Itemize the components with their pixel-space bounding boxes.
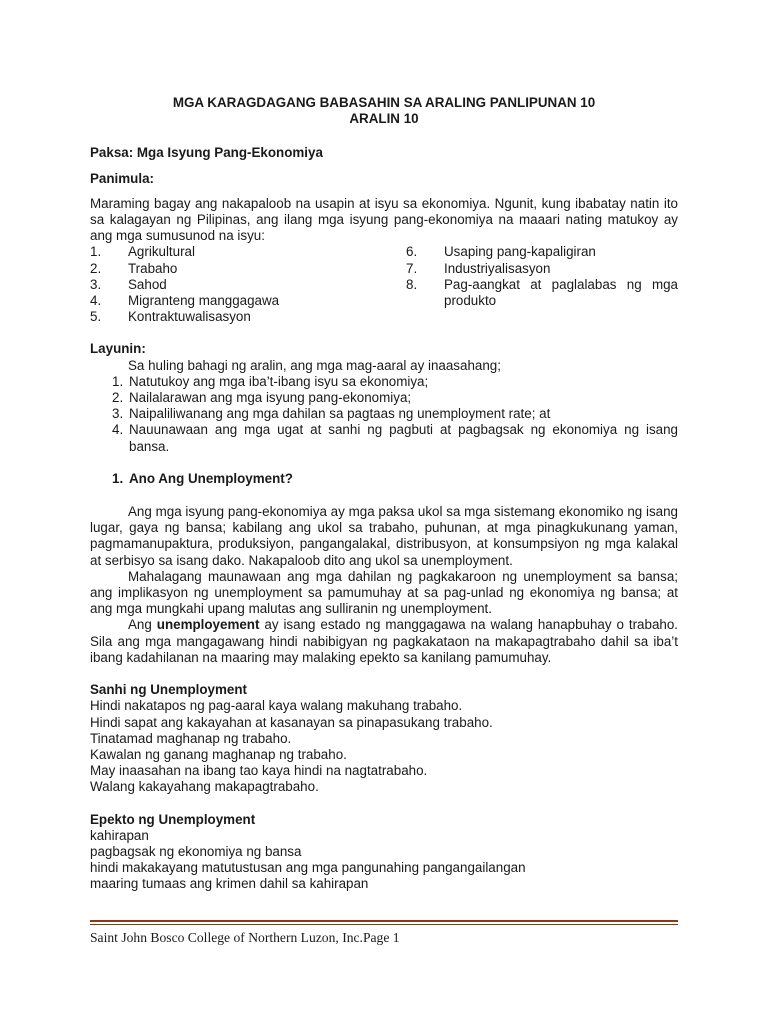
item-text: Usaping pang-kapaligiran — [444, 244, 596, 260]
list-item: Hindi nakatapos ng pag-aaral kaya walang makuhang trabaho. — [90, 698, 463, 714]
item-text: Trabaho — [128, 260, 178, 276]
list-item: Kawalan ng ganang maghanap ng trabaho. — [90, 746, 347, 762]
list-item — [90, 244, 406, 260]
list-item — [406, 261, 678, 277]
list-item — [90, 406, 678, 422]
list-item: maaring tumaas ang krimen dahil sa kahirapan — [90, 876, 369, 892]
list-item — [90, 422, 678, 454]
section-title: Ano Ang Unemployment? — [129, 470, 293, 486]
list-item — [406, 277, 678, 309]
page-footer: Saint John Bosco College of Northern Luzon, Inc.Page 1 — [90, 930, 400, 945]
item-number: 8. — [406, 276, 418, 292]
paragraph — [90, 617, 678, 666]
item-text: Naipaliliwanang ang mga dahilan sa pagtaas ng unemployment rate; at — [129, 406, 551, 422]
section-number: 1. — [112, 470, 124, 486]
footer-divider — [90, 920, 678, 922]
sanhi-heading: Sanhi ng Unemployment — [90, 682, 247, 698]
list-item — [90, 293, 406, 309]
list-item — [90, 261, 406, 277]
item-number: 4. — [90, 293, 102, 309]
item-text: Nailalarawan ang mga isyung pang-ekonomiya; — [129, 390, 412, 406]
item-number: 7. — [406, 260, 418, 276]
list-item: pagbagsak ng ekonomiya ng bansa — [90, 843, 302, 859]
list-item: Walang kakayahang makapagtrabaho. — [90, 779, 319, 795]
item-number: 2. — [90, 260, 102, 276]
item-number: 4. — [112, 422, 124, 438]
layunin-label: Layunin: — [90, 341, 146, 357]
item-text: Nauunawaan ang mga ugat at sanhi ng pagbuti at pagbagsak ng ekonomiya ng isang bansa. — [129, 422, 678, 454]
bold-term: unemployement — [156, 617, 260, 633]
item-text: Agrikultural — [128, 244, 195, 260]
item-text: Industriyalisasyon — [444, 260, 551, 276]
item-number: 5. — [90, 309, 102, 325]
paragraph-text: Ang — [128, 617, 157, 633]
paragraph: Mahalagang maunawaan ang mga dahilan ng pagkakaroon ng unemployment sa bansa; ang implikasyon ng unemployment sa pamumuhay at sa pag-unlad ng ekonomiya ng bansa; at ang mga mungkahi upang malutas ang sulliranin ng unemployment. — [90, 568, 678, 617]
list-item — [406, 244, 678, 260]
issues-left-column — [90, 244, 406, 325]
list-item — [90, 374, 678, 390]
item-number: 1. — [112, 373, 124, 389]
epekto-list — [90, 828, 678, 893]
list-item — [90, 277, 406, 293]
list-item: Hindi sapat ang kakayahan at kasanayan sa pinapasukang trabaho. — [90, 714, 493, 730]
panimula-text: Maraming bagay ang nakapaloob na usapin at isyu sa ekonomiya. Ngunit, kung ibabatay natin ito sa kalagayan ng Pilipinas, ang ilang mga isyung pang-ekonomiya na maaari nating matukoy ay ang mga sumusunod na isyu: — [90, 195, 678, 244]
footer-divider-thin — [90, 924, 678, 925]
topic-heading: Paksa: Mga Isyung Pang-Ekonomiya — [90, 145, 323, 161]
item-text: Migranteng manggagawa — [128, 293, 280, 309]
document-subtitle: ARALIN 10 — [349, 111, 419, 127]
document-title: MGA KARAGDAGANG BABASAHIN SA ARALING PANLIPUNAN 10 — [172, 95, 596, 110]
item-number: 1. — [90, 244, 102, 260]
sanhi-list — [90, 698, 678, 795]
list-item: hindi makakayang matutustusan ang mga pangunahing pangangailangan — [90, 860, 526, 876]
panimula-label: Panimula: — [90, 170, 154, 186]
list-item — [90, 390, 678, 406]
section-heading — [90, 471, 678, 487]
epekto-heading: Epekto ng Unemployment — [90, 811, 256, 827]
issues-right-column — [406, 244, 678, 325]
document-body — [90, 95, 678, 893]
issues-list — [90, 244, 678, 325]
paragraph-text: ay isang estado ng manggagawa na walang hanapbuhay o trabaho. Sila ang mga mangagawang hindi nabibigyan ng pagkakataon na makapagtrabaho dahil sa iba’t ibang kadahilanan na maaring may malaking epekto sa kanilang pamumuhay. — [90, 617, 679, 665]
item-number: 3. — [90, 276, 102, 292]
paragraph: Ang mga isyung pang-ekonomiya ay mga paksa ukol sa mga sistemang ekonomiko ng isang lugar, gaya ng bansa; kabilang ang ukol sa trabaho, puhunan, at mga pinagkukunang yaman, pagmamanupaktura, produksiyon, pangangalakal, distribusyon, at konsumpsiyon ng mga kalakal at serbisyo sa isang dako. Nakapaloob dito ang ukol sa unemployment. — [90, 504, 678, 568]
list-item — [90, 309, 406, 325]
list-item: kahirapan — [90, 827, 149, 843]
layunin-intro: Sa huling bahagi ng aralin, ang mga mag-aaral ay inaasahang; — [128, 357, 501, 373]
layunin-list — [90, 374, 678, 455]
list-item: May inaasahan na ibang tao kaya hindi na nagtatrabaho. — [90, 763, 428, 779]
item-number: 6. — [406, 244, 418, 260]
list-item: Tinatamad maghanap ng trabaho. — [90, 730, 292, 746]
item-text: Pag-aangkat at paglalabas ng mga produkto — [444, 276, 678, 309]
item-text: Natutukoy ang mga iba’t-ibang isyu sa ekonomiya; — [129, 373, 429, 389]
item-number: 2. — [112, 390, 124, 406]
item-text: Kontraktuwalisasyon — [128, 309, 251, 325]
item-number: 3. — [112, 406, 124, 422]
item-text: Sahod — [128, 276, 167, 292]
